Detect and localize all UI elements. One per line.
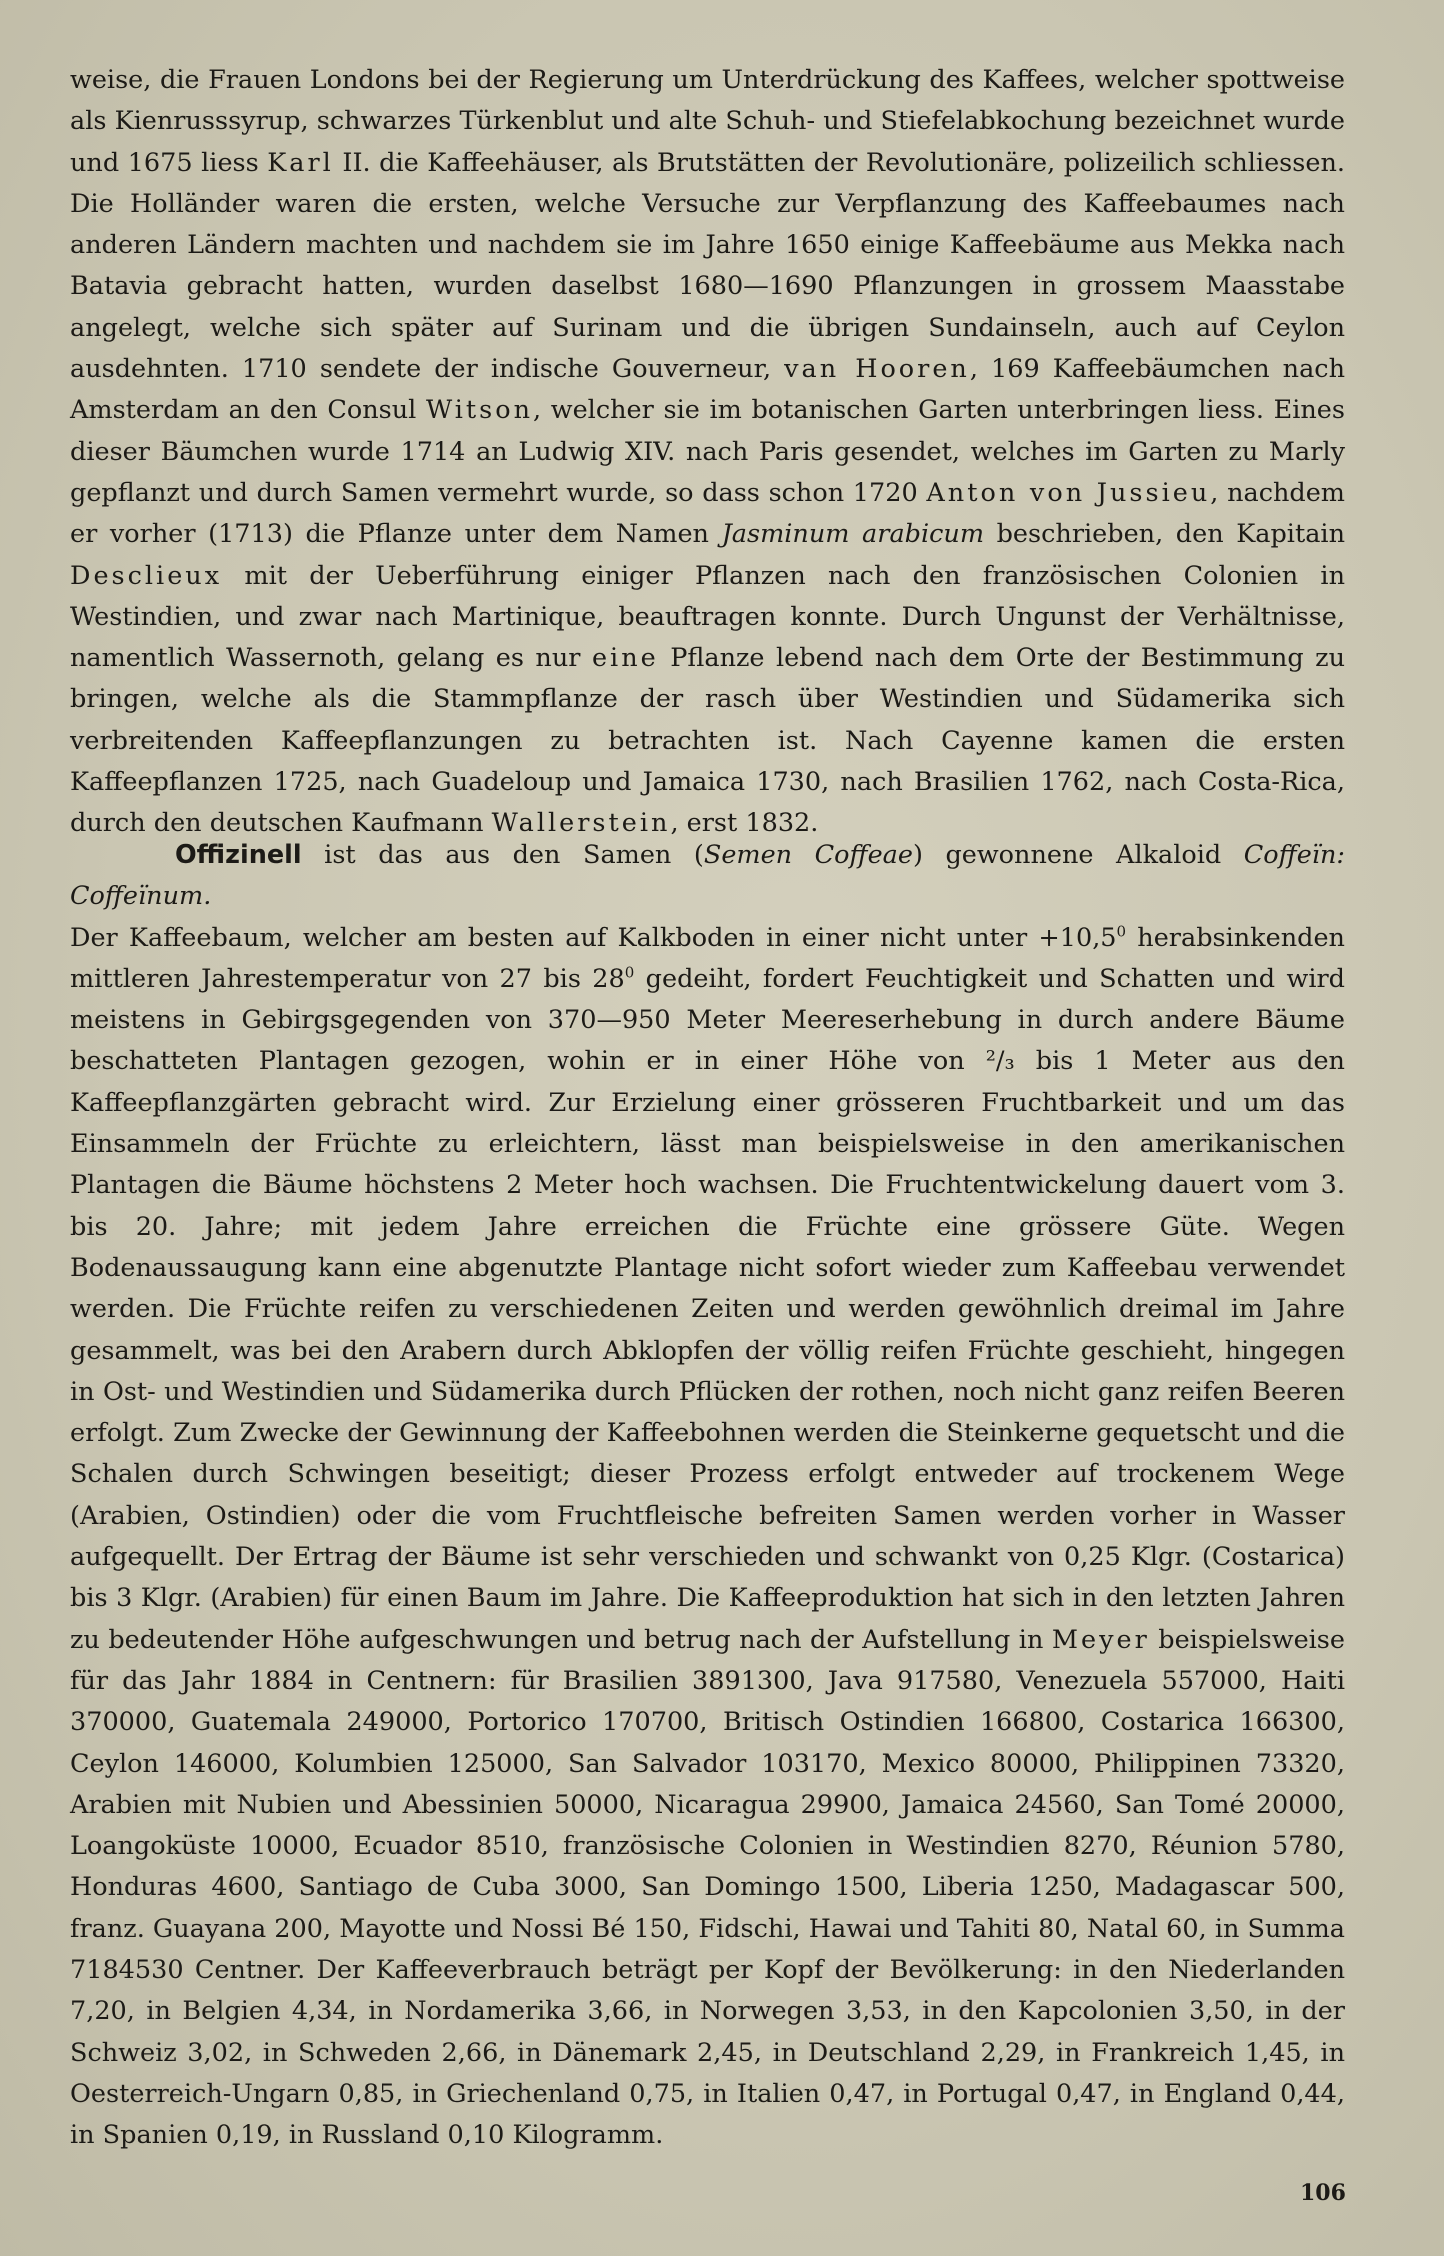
text-run: ) gewonnene Alkaloid [912, 840, 1244, 870]
text-run: ist das aus den Samen ( [301, 840, 704, 870]
text-run: , nachdem er vorher (1713) die Pflanze unter dem Namen [70, 477, 1345, 550]
drug-name-semen-coffeae: Semen Coffeae [703, 840, 913, 870]
text-run: , welcher sie im botanischen Garten unterbringen liess. Eines dieser Bäumchen wurde 1714 an Ludwig XIV. nach Paris gesendet, welches im Garten zu Marly gepflanzt und durch Samen vermehrt wurde, so dass schon 1720 [70, 395, 1345, 508]
book-page [70, 60, 1345, 2200]
person-name-jussieu: Anton von Jussieu [926, 477, 1211, 508]
history-paragraph [70, 60, 1345, 845]
emphasis-eine: eine [591, 643, 659, 674]
person-name-karl: Karl [267, 147, 334, 178]
section-lead-word: Offizinell [175, 840, 302, 870]
offizinell-paragraph [70, 835, 1345, 2157]
degree-mark: 0 [1116, 922, 1127, 941]
species-name-jasminum: Jasminum arabicum [721, 519, 985, 550]
drug-name-coffein: Coffeïn: Coffeïnum. [70, 840, 1345, 912]
text-run: herabsinkenden mittleren Jahrestemperatur von 27 bis 28 [70, 922, 1345, 994]
text-run: Der Kaffeebaum, welcher am besten auf Kalkboden in einer nicht unter +10,5 [70, 922, 1117, 953]
text-run: , 169 Kaffeebäumchen nach Amsterdam an den Consul [70, 354, 1345, 426]
person-name-hooren: van Hooren [784, 354, 970, 385]
text-run: mit der Ueberführung einiger Pflanzen nach den französischen Colonien in Westindien, und zwar nach Martinique, beauftragen konnte. Durch Ungunst der Verhältnisse, namentlich Wassernoth, gelang es nur [70, 560, 1345, 674]
page-number: 106 [1300, 2180, 1346, 2206]
text-run: weise, die Frauen Londons bei der Regierung um Unterdrückung des Kaffees, welcher spottweise als Kienrusssyrup, schwarzes Türkenblut und alte Schuh- und Stiefelabkochung bezeichnet wurde und 1675 liess [70, 65, 1345, 178]
text-run: , erst 1832. [670, 808, 819, 839]
text-run: Pflanze lebend nach dem Orte der Bestimmung zu bringen, welche als die Stammpflanze der rasch über Westindien und Südamerika sich verbreitenden Kaffeepflanzungen zu betrachten ist. Nach Cayenne kamen die ersten Kaffeepflanzen 1725, nach Guadeloup und Jamaica 1730, nach Brasilien 1762, nach Costa-Rica, durch den deutschen Kaufmann [70, 643, 1345, 839]
degree-mark: 0 [624, 963, 635, 982]
person-name-witson: Witson [425, 395, 533, 426]
person-name-desclieux: Desclieux [70, 560, 223, 591]
text-run: beispielsweise für das Jahr 1884 in Centnern: für Brasilien 3891300, Java 917580, Venezuela 557000, Haiti 370000, Guatemala 249000, Portorico 170700, Britisch Ostindien 166800, Costarica 166300, Ceylon 146000, Kolumbien 125000, San Salvador 103170, Mexico 80000, Philippinen 73320, Arabien mit Nubien und Abessinien 50000, Nicaragua 29900, Jamaica 24560, San Tomé 20000, Loangoküste 10000, Ecuador 8510, französische Colonien in Westindien 8270, Réunion 5780, Honduras 4600, Santiago de Cuba 3000, San Domingo 1500, Liberia 1250, Madagascar 500, franz. Guayana 200, Mayotte und Nossi Bé 150, Fidschi, Hawai und Tahiti 80, Natal 60, in Summa 7184530 Centner. Der Kaffeeverbrauch beträgt per Kopf der Bevölkerung: in den Niederlanden 7,20, in Belgien 4,34, in Nordamerika 3,66, in Norwegen 3,53, in den Kapcolonien 3,50, in der Schweiz 3,02, in Schweden 2,66, in Dänemark 2,45, in Deutschland 2,29, in Frankreich 1,45, in Oesterreich-Ungarn 0,85, in Griechenland 0,75, in Italien 0,47, in Portugal 0,47, in England 0,44, in Spanien 0,19, in Russland 0,10 Kilogramm. [70, 1624, 1345, 2151]
text-run: beschrieben, den Kapitain [984, 519, 1345, 550]
source-name-meyer: Meyer [1051, 1624, 1150, 1655]
text-run: gedeiht, fordert Feuchtigkeit und Schatten und wird meistens in Gebirgsgegenden von 370—950 Meter Meereserhebung in durch andere Bäume beschatteten Plantagen gezogen, wohin er in einer Höhe von ²/₃ bis 1 Meter aus den Kaffeepflanzgärten gebracht wird. Zur Erzielung einer grösseren Fruchtbarkeit und um das Einsammeln der Früchte zu erleichtern, lässt man beispielsweise in den amerikanischen Plantagen die Bäume höchstens 2 Meter hoch wachsen. Die Fruchtentwickelung dauert vom 3. bis 20. Jahre; mit jedem Jahre erreichen die Früchte eine grössere Güte. Wegen Bodenaussaugung kann eine abgenutzte Plantage nicht sofort wieder zum Kaffeebau verwendet werden. Die Früchte reifen zu verschiedenen Zeiten und werden gewöhnlich dreimal im Jahre gesammelt, was bei den Arabern durch Abklopfen der völlig reifen Früchte geschieht, hingegen in Ost- und Westindien und Südamerika durch Pflücken der rothen, noch nicht ganz reifen Beeren erfolgt. Zum Zwecke der Gewinnung der Kaffeebohnen werden die Steinkerne gequetscht und die Schalen durch Schwingen beseitigt; dieser Prozess erfolgt entweder auf trockenem Wege (Arabien, Ostindien) oder die vom Fruchtfleische befreiten Samen werden vorher in Wasser aufgequellt. Der Ertrag der Bäume ist sehr verschieden und schwankt von 0,25 Klgr. (Costarica) bis 3 Klgr. (Arabien) für einen Baum im Jahre. Die Kaffeeproduktion hat sich in den letzten Jahren zu bedeutender Höhe aufgeschwungen und betrug nach der Aufstellung in [70, 963, 1345, 1655]
text-run: II. die Kaffeehäuser, als Brutstätten der Revolutionäre, polizeilich schliessen. Die Holländer waren die ersten, welche Versuche zur Verpflanzung des Kaffeebaumes nach anderen Ländern machten und nachdem sie im Jahre 1650 einige Kaffeebäume aus Mekka nach Batavia gebracht hatten, wurden daselbst 1680—1690 Pflanzungen in grossem Maasstabe angelegt, welche sich später auf Surinam und die übrigen Sundainseln, auch auf Ceylon ausdehnten. 1710 sendete der indische Gouverneur, [70, 147, 1345, 385]
person-name-wallerstein: Wallerstein [491, 808, 671, 839]
